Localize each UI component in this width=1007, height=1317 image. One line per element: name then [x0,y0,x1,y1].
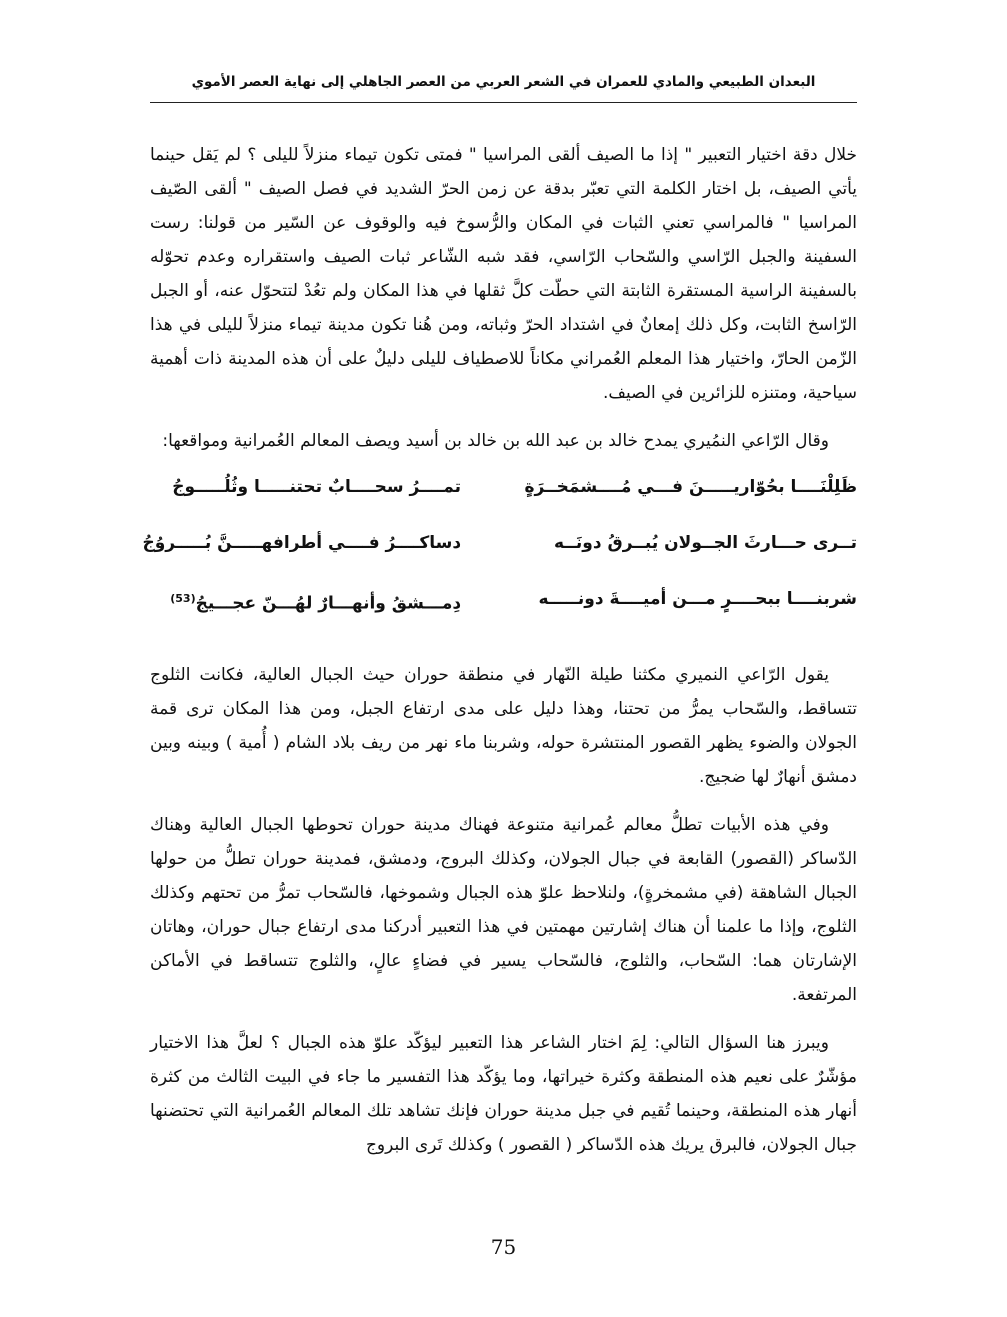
footnote-ref: (53) [170,592,196,605]
verse-2-second-hemistich: دساكــــرُ فــــي أطرافهـــــنَّ بُـــــروُجُ [142,533,462,553]
verse-1-second-hemistich: تمــــرُ سحــــابٌ تحتنـــــا وثُلُـــــوجُ [172,477,462,497]
paragraph-4: وفي هذه الأبيات تطلُّ معالم عُمرانية متنوعة فهناك مدينة حوران تحوطها الجبال العالية وهناك الدّساكر (القصور) القابعة في جبال الجولان، وكذلك البروج، ودمشق، فمدينة حوران تطلُّ من حولها الجبال الشاهقة (في مشمخرةٍ)، ولنلاحظ علوّ هذه الجبال وشموخها، فالسّحاب تمرُّ من تحتهم وكذلك الثلوج، وإذا ما علمنا أن هناك إشارتين مهمتين في هذا التعبير أدركنا مدى ارتفاع جبال حوران، وهاتان الإشارتان هما: السّحاب، والثلوج، فالسّحاب يسير في فضاءٍ عالٍ، والثلوج تتساقط في الأماكن المرتفعة. [150,815,857,1005]
verse-1 [150,472,857,528]
paragraph-5: ويبرز هنا السؤال التالي: لِمَ اختار الشاعر هذا التعبير ليؤكّد علوّ هذه الجبال ؟ لعلَّ هذا الاختيار مؤشّرٌ على نعيم هذه المنطقة وكثرة خيراتها، وما يؤكّد هذا التفسير ما جاء في البيت الثالث من كثرة أنهار هذه المنطقة، وحينما تُقيم في جبل مدينة حوران فإنك تشاهد تلك المعالم العُمرانية التي تحتضنها جبال الجولان، فالبرق يريك هذه الدّساكر ( القصور ) وكذلك تَرى البروج [150,1033,857,1155]
verse-2-first-hemistich: تــرى حـــارثَ الجــولان يُبــرقُ دونَــه [553,533,857,553]
page-number: 75 [490,1235,517,1259]
paragraph-3: يقول الرّاعي النميري مكثنا طيلة النّهار في منطقة حوران حيث الجبال العالية، فكانت الثلوج تتساقط، والسّحاب يمرُّ من تحتنا، وهذا دليل على مدى ارتفاع الجبل، ومن هذا المكان ترى قمة الجولان والضوء يظهر القصور المنتشرة حوله، وشربنا ماء نهر من ريف بلاد الشام ( أُمية ) وبينه وبين دمشق أنهارٌ لها ضجيج. [150,665,857,787]
verse-1-first-hemistich: ظَلِلْنَــــا بحُوّاريـــــنَ فـــي مُــــشمَخــرَةٍ [524,477,857,497]
header-rule [150,102,857,103]
verse-2 [142,528,857,584]
poem-verses [142,472,857,640]
paragraph-2: وقال الرّاعي النمُيري يمدح خالد بن عبد الله بن خالد بن أسيد ويصف المعالم العُمرانية ومواقعها: [162,431,829,451]
paragraph-1: خلال دقة اختيار التعبير " إذا ما الصيف ألقى المراسيا " فمتى تكون تيماء منزلاً لليلى ؟ لم يَقل حينما يأتي الصيف، بل اختار الكلمة التي تعبّر بدقة عن زمن الحرّ الشديد في فصل الصيف " ألقى الصّيف المراسيا " فالمراسي تعني الثبات في المكان والرُّسوخ فيه والوقوف عن السّير من قولنا: رست السفينة والجبل الرّاسي والسّحاب الرّاسي، فقد شبه الشّاعر ثبات الصيف واستقراره وعدم تحوّله بالسفينة الراسية المستقرة الثابتة التي حطّت كلَّ ثقلها في هذا المكان ولم تعُدْ لتتحوّل عنه، أو الجبل الرّاسخ الثابت، وكل ذلك إمعانٌ في اشتداد الحرّ وثباته، ومن هُنا تكون مدينة تيماء منزلاً لليلى في هذا الزّمن الحارّ، واختيار هذا المعلم العُمراني مكاناً للاصطياف لليلى دليلٌ على أن هذه المدينة ذات أهمية سياحية، ومتنزه للزائرين في الصيف. [150,145,857,403]
verse-3-second-text: دِمـــشقُ وأنهـــارٌ لهُـــنّ عجـــيجُ [195,593,462,614]
verse-3 [150,584,857,640]
verse-3-second-hemistich [150,584,461,640]
verse-3-first-hemistich: شربنــــا ببحــــرٍ مـــن أميــــةَ دونـــــه [538,589,857,609]
running-header: البعدان الطبيعي والمادي للعمران في الشعر العربي من العصر الجاهلي إلى نهاية العصر الأموي [191,74,816,90]
page-body [142,138,857,1176]
